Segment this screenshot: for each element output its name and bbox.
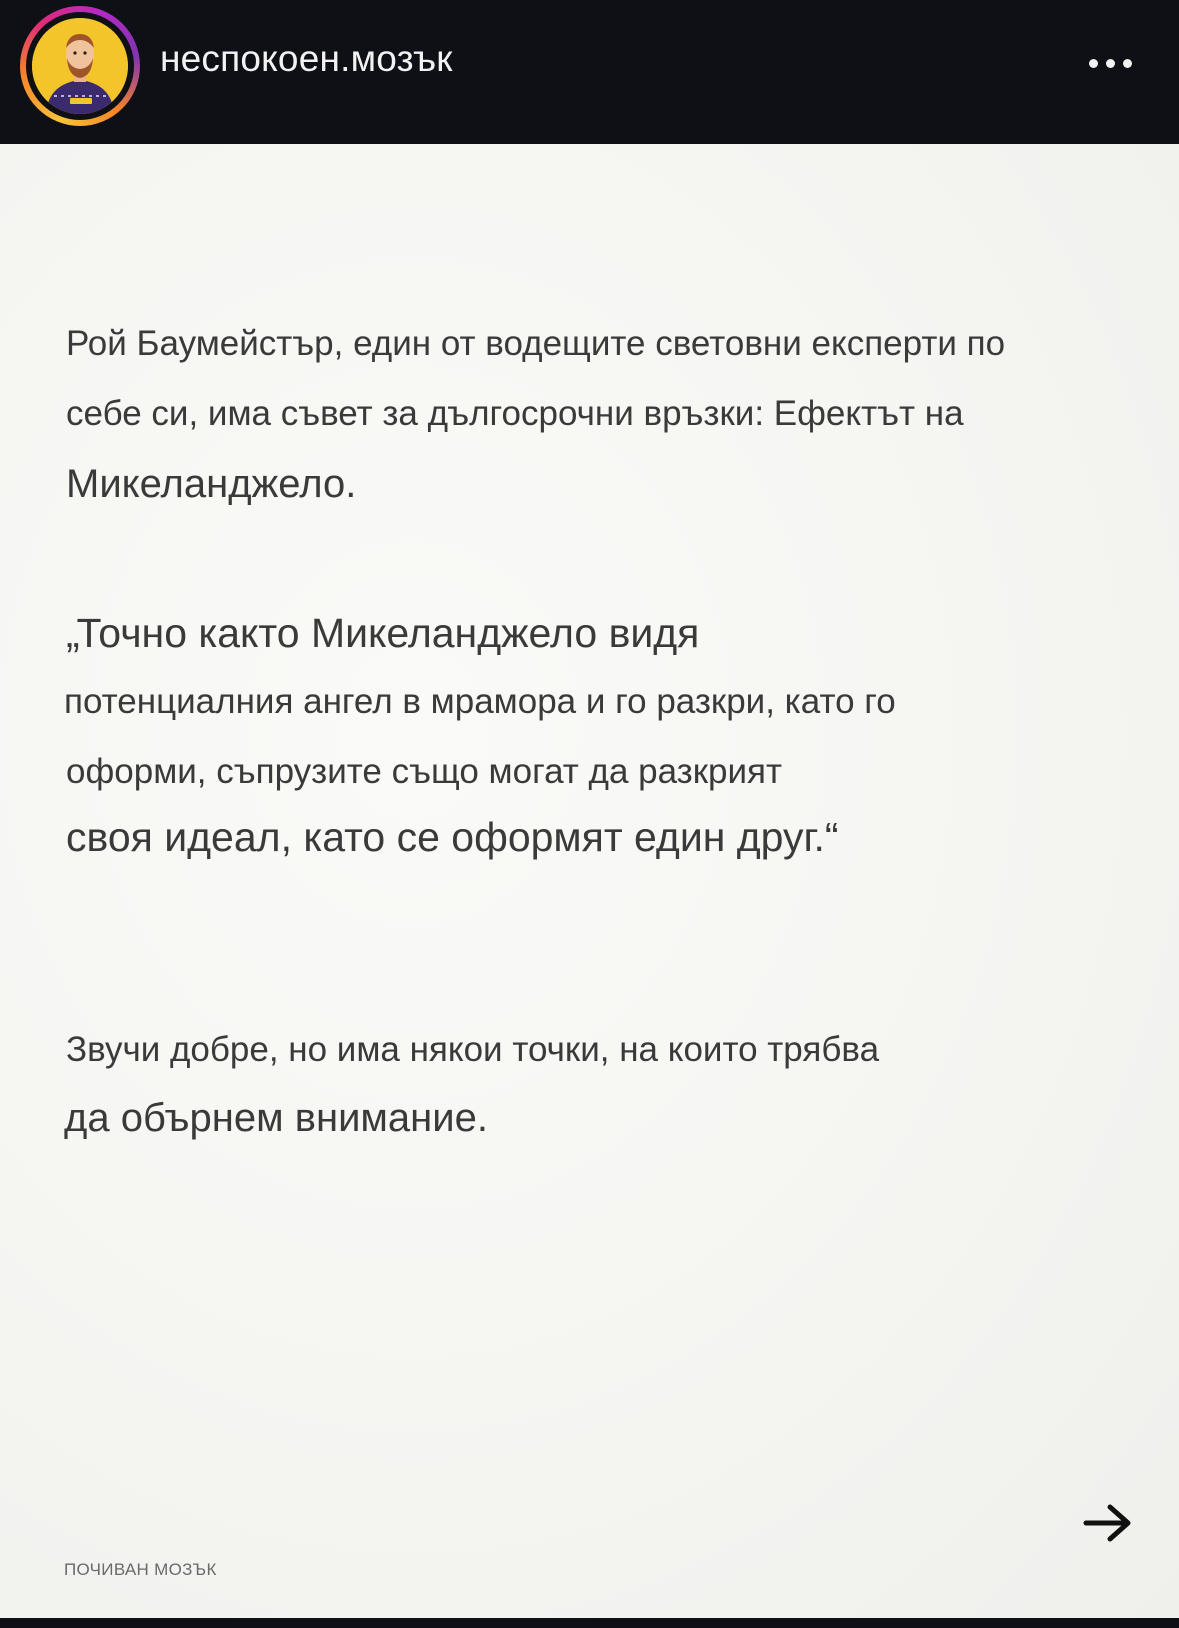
text-line: Микеланджело. [66,462,357,506]
more-options-button[interactable] [1080,44,1140,82]
more-horizontal-icon [1089,59,1098,68]
story-ring[interactable] [20,6,140,126]
text-line: оформи, съпрузите също могат да разкрият [66,752,783,791]
text-line: „Точно както Микеланджело видя [66,610,700,656]
next-slide-button[interactable] [1080,1498,1136,1548]
arrow-right-icon [1080,1498,1136,1548]
text-line: своя идеал, като се оформят един друг.“ [66,814,839,860]
post-image[interactable] [0,144,1179,1618]
text-line: да обърнем внимание. [64,1096,488,1140]
text-line: Звучи добре, но има някои точки, на които трябва [66,1030,880,1069]
text-line: Рой Баумейстър, един от водещите световни експерти по [66,324,1006,363]
avatar[interactable] [32,18,128,114]
bottom-edge [0,1618,1179,1628]
username[interactable]: неспокоен.мозък [160,38,453,79]
avatar-illustration [32,18,128,114]
text-line: потенциалния ангел в мрамора и го разкри, като го [64,682,896,721]
post-header [0,0,1179,144]
brand-label: ПОЧИВАН МОЗЪК [64,1560,217,1579]
text-line: себе си, има съвет за дългосрочни връзки: Ефектът на [66,394,964,433]
